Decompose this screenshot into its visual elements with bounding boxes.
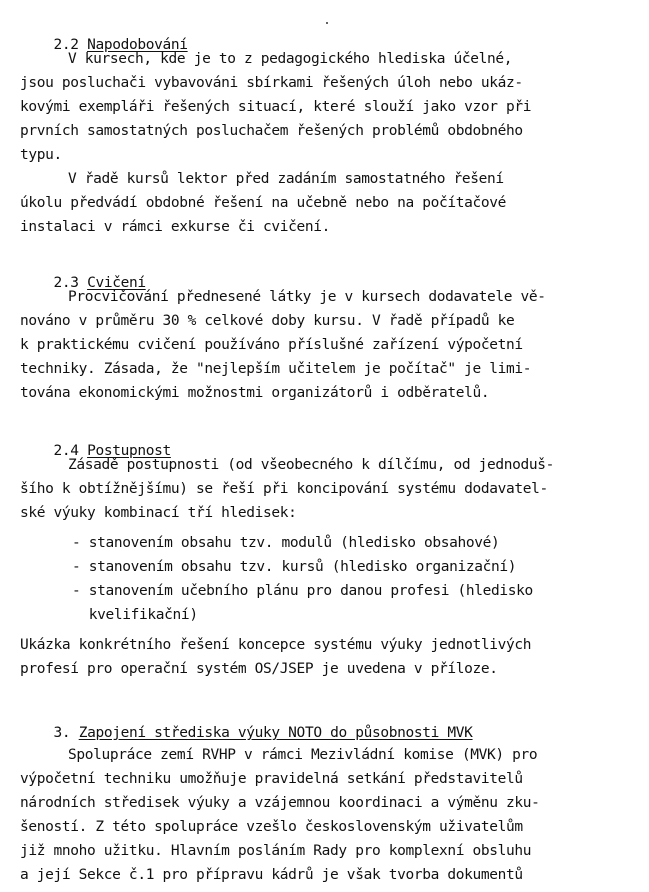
paragraph-line: výpočetní techniku umožňuje pravidelná setkání představitelů — [20, 771, 523, 787]
bullet-item: - stanovením učebního plánu pro danou profesi (hledisko — [72, 583, 533, 599]
paragraph-line: tována ekonomickými možnostmi organizátorů i odběratelů. — [20, 385, 490, 401]
paragraph-line: k praktickému cvičení používáno příslušné zařízení výpočetní — [20, 337, 523, 353]
paragraph-line: prvních samostatných posluchačem řešených problémů obdobného — [20, 123, 523, 139]
section-title: Napodobování — [87, 37, 188, 53]
paragraph-line: již mnoho užitku. Hlavním posláním Rady pro komplexní obsluhu — [20, 843, 532, 859]
paragraph-line: kovými exempláři řešených situací, které slouží jako vzor při — [20, 99, 532, 115]
paragraph-line: a její Sekce č.1 pro přípravu kádrů je však tvorba dokumentů — [20, 867, 523, 883]
bullet-item: kvelifikační) — [72, 607, 198, 623]
bullet-item: - stanovením obsahu tzv. kursů (hledisko organizační) — [72, 559, 517, 575]
paragraph-line: šího k obtížnějšímu) se řeší při koncipování systému dodavatel- — [20, 481, 548, 497]
paragraph-line: šeností. Z této spolupráce vzešlo československým uživatelům — [20, 819, 523, 835]
section-title: Zapojení střediska výuky NOTO do působnosti MVK — [78, 725, 473, 741]
paragraph-line: národních středisek výuky a vzájemnou koordinaci a výměnu zku- — [20, 795, 540, 811]
paragraph-line: nováno v průměru 30 % celkové doby kursu. V řadě případů ke — [20, 313, 515, 329]
section-title: Cvičení — [87, 275, 146, 291]
paragraph-line: V řadě kursů lektor před zadáním samostatného řešení — [68, 171, 504, 187]
bullet-item: - stanovením obsahu tzv. modulů (hledisko obsahové) — [72, 535, 500, 551]
paper-speck — [326, 22, 328, 24]
section-title: Postupnost — [87, 443, 171, 459]
paragraph-line: ské výuky kombinací tří hledisek: — [20, 505, 297, 521]
section-number: 2.2 — [53, 37, 79, 53]
paragraph-line: profesí pro operační systém OS/JSEP je uvedena v příloze. — [20, 661, 498, 677]
paragraph-line: Ukázka konkrétního řešení koncepce systému výuky jednotlivých — [20, 637, 532, 653]
paragraph-line: úkolu předvádí obdobné řešení na učebně nebo na počítačové — [20, 195, 507, 211]
paragraph-line: Procvičování přednesené látky je v kursech dodavatele vě- — [68, 289, 546, 305]
section-number: 2.3 — [53, 275, 79, 291]
paragraph-line: Spolupráce zemí RVHP v rámci Mezivládní komise (MVK) pro — [68, 747, 538, 763]
paragraph-line: instalaci v rámci exkurse či cvičení. — [20, 219, 331, 235]
paragraph-line: Zásadě postupnosti (od všeobecného k dílčímu, od jednoduš- — [68, 457, 555, 473]
section-number: 2.4 — [53, 443, 79, 459]
paragraph-line: techniky. Zásada, že "nejlepším učitelem je počítač" je limi- — [20, 361, 532, 377]
paragraph-line: jsou posluchači vybavováni sbírkami řešených úloh nebo ukáz- — [20, 75, 523, 91]
section-number: 3. — [53, 725, 71, 741]
paragraph-line: V kursech, kde je to z pedagogického hlediska účelné, — [68, 51, 513, 67]
paragraph-line: typu. — [20, 147, 62, 163]
